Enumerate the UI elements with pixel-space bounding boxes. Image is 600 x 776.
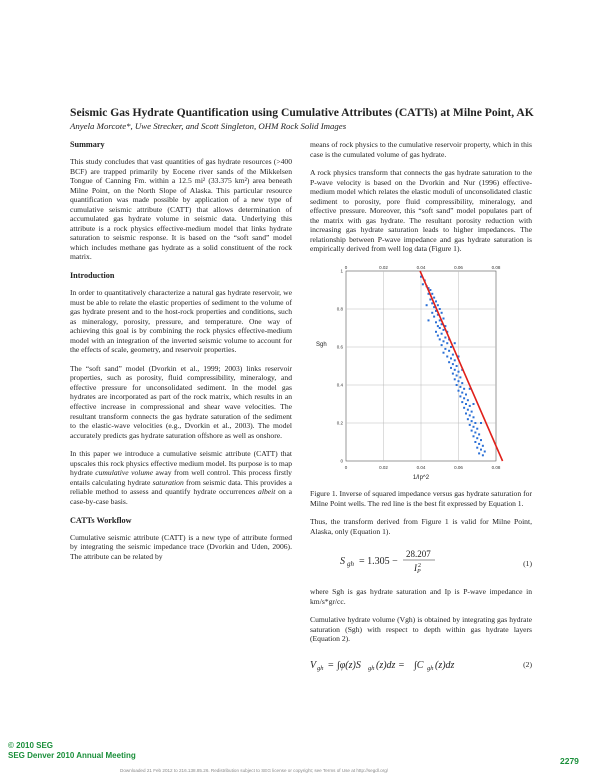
equation-1 <box>310 545 532 577</box>
scatter-point <box>444 348 446 350</box>
page-number: 2279 <box>560 756 579 766</box>
scatter-point <box>461 401 463 403</box>
scatter-point <box>473 403 475 405</box>
svg-text:(z)dz =: (z)dz = <box>376 659 405 671</box>
equation-1-number: (1) <box>523 559 532 569</box>
scatter-point <box>439 308 441 310</box>
scatter-point <box>456 375 458 377</box>
scatter-point <box>456 365 458 367</box>
svg-text:=: = <box>328 659 334 671</box>
scatter-point <box>471 411 473 413</box>
scatter-point <box>458 371 460 373</box>
y-tick-label: 0.2 <box>336 420 343 426</box>
scatter-point <box>480 422 482 424</box>
scatter-point <box>435 331 437 333</box>
paper-authors: Anyela Morcote*, Uwe Strecker, and Scott Singleton, OHM Rock Solid Images <box>70 121 347 131</box>
scatter-point <box>441 333 443 335</box>
scatter-point <box>428 319 430 321</box>
scatter-point <box>446 342 448 344</box>
scatter-point <box>452 354 454 356</box>
scatter-point <box>450 357 452 359</box>
scatter-point <box>478 433 480 435</box>
scatter-point <box>437 335 439 337</box>
y-axis-label: Sgh <box>316 342 327 349</box>
svg-text:gh: gh <box>427 664 434 672</box>
scatter-point <box>480 449 482 451</box>
col2-paragraph-1: means of rock physics to the cumulative reservoir property, which in this case is the cumulated volume of gas hydrate. <box>310 140 532 159</box>
y-tick-label: 0 <box>340 458 343 464</box>
scatter-point <box>469 405 471 407</box>
x-tick-label-top: 0.06 <box>454 265 463 271</box>
scatter-point <box>474 441 476 443</box>
scatter-point <box>435 300 437 302</box>
svg-text:S: S <box>340 556 345 568</box>
scatter-point <box>463 407 465 409</box>
svg-text:∫φ(z)S: ∫φ(z)S <box>337 659 361 671</box>
svg-text:I: I <box>414 563 417 574</box>
intro-p3-emphasis-1: cumulative volume <box>95 468 153 478</box>
scatter-point <box>443 318 445 320</box>
x-tick-label-top: 0 <box>344 265 348 271</box>
catts-heading: CATTs Workflow <box>70 515 132 525</box>
x-tick-label-top: 0.08 <box>491 265 501 271</box>
scatter-point <box>480 439 482 441</box>
svg-text:V: V <box>310 659 317 671</box>
svg-text:2: 2 <box>418 563 421 570</box>
svg-text:gh: gh <box>347 560 354 569</box>
scatter-point <box>473 426 475 428</box>
scatter-point <box>448 361 450 363</box>
right-column <box>310 140 532 685</box>
scatter-point <box>459 395 461 397</box>
footer-copyright <box>8 741 136 761</box>
introduction-paragraph-3 <box>70 449 292 506</box>
col2-paragraph-2: A rock physics transform that connects the gas hydrate saturation to the P-wave velocity is based on the Dvorkin and Nur (1996) effective-medium model which relates the elastic moduli of unconsolidated clastic sediment to porosity, pore fluid compressibility, mineralogy, and effective pressure. Moreover, this “soft sand” model populates part of the matrix with gas hydrate. The resultant porosity reduction with increasing gas hydrate saturation leads to higher impedances. The relationship between P-wave impedance and gas hydrate saturation is empirically derived from well log data (Figure 1). <box>310 168 532 254</box>
scatter-point <box>461 382 463 384</box>
scatter-point <box>476 437 478 439</box>
scatter-point <box>433 297 435 299</box>
scatter-point <box>471 430 473 432</box>
scatter-point <box>431 293 433 295</box>
scatter-point <box>431 312 433 314</box>
scatter-point <box>450 346 452 348</box>
scatter-point <box>474 422 476 424</box>
intro-p3-emphasis-2: saturation <box>152 477 184 487</box>
scatter-point <box>450 367 452 369</box>
equation-1-formula <box>310 545 500 577</box>
y-tick-label: 1 <box>340 268 343 274</box>
scatter-point <box>484 451 486 453</box>
scatter-point <box>429 299 431 301</box>
scatter-point <box>469 424 471 426</box>
col2-paragraph-3: Thus, the transform derived from Figure 1 is valid for Milne Point, Alaska, only (Equation 1). <box>310 517 532 536</box>
download-notice: Downloaded 21 Feb 2012 to 216.138.85.26. Redistribution subject to SEG license or copyright; see Terms of Use at http://segdl.org/ <box>120 768 389 773</box>
col2-paragraph-4: where Sgh is gas hydrate saturation and Ip is P-wave impedance in km/s*gr/cc. <box>310 587 532 606</box>
scatter-point <box>429 289 431 291</box>
scatter-point <box>465 394 467 396</box>
scatter-point <box>459 386 461 388</box>
svg-text:28.207: 28.207 <box>406 549 431 560</box>
scatter-point <box>473 435 475 437</box>
scatter-point <box>482 445 484 447</box>
intro-p3-part-2: away from well control. This process firstly entails calculating hydrate <box>70 468 292 487</box>
intro-p3-emphasis-3: albeit <box>258 487 276 497</box>
introduction-paragraph-2: The “soft sand” model (Dvorkin et al., 1999; 2003) links reservoir properties, such as porosity, fluid compressibility, mineralogy, and effective pressure for unconsolidated sediment. In the model gas hydrates are incorporated as part of the rock matrix, which results in an effective increase in compressional and shear wave velocities. The resultant transform connects the gas hydrate saturation of the sediment to the elastic-wave velocities (e.g., Dvorkin et al., 2003). The model accurately predicts gas hydrate saturation offshore as well as onshore. <box>70 363 292 440</box>
intro-p3-part-1: In this paper we introduce a cumulative seismic attribute (CATT) that upscales this rock physics effective medium model. Its purpose is to map hydrate <box>70 449 292 478</box>
scatter-point <box>459 376 461 378</box>
scatter-point <box>467 418 469 420</box>
scatter-point <box>448 350 450 352</box>
left-column <box>70 140 292 570</box>
scatter-point <box>454 359 456 361</box>
scatter-point <box>439 327 441 329</box>
svg-text:gh: gh <box>317 664 324 672</box>
scatter-point <box>441 344 443 346</box>
scatter-point <box>474 432 476 434</box>
introduction-paragraph-1: In order to quantitatively characterize a natural gas hydrate reservoir, we must be able to relate the elastic properties of sediment to the volume of gas hydrate present and to the host-rock properties and conditions, such as mineralogy, porosity, pressure, and temperature. One way of achieving this goal is by combining the rock physics effective-medium model with an integration of the inverted seismic volume to account for the effects of scale, geometry, and reservoir properties. <box>70 288 292 355</box>
scatter-point <box>467 399 469 401</box>
x-tick-label: 0.08 <box>491 465 501 471</box>
x-tick-label: 0 <box>344 465 348 471</box>
y-tick-label: 0.4 <box>336 382 343 388</box>
scatter-point <box>476 447 478 449</box>
scatter-point <box>437 325 439 327</box>
scatter-point <box>482 454 484 456</box>
scatter-point <box>452 373 454 375</box>
footer-line-1: © 2010 SEG <box>8 741 54 750</box>
figure-1-caption: Figure 1. Inverse of squared impedance versus gas hydrate saturation for Milne Point wells. The red line is the best fit expressed by Equation 1. <box>310 489 532 508</box>
scatter-point <box>463 388 465 390</box>
scatter-point <box>465 413 467 415</box>
scatter-point <box>473 416 475 418</box>
scatter-point <box>452 363 454 365</box>
summary-heading: Summary <box>70 140 105 149</box>
col2-paragraph-5: Cumulative hydrate volume (Vgh) is obtained by integrating gas hydrate saturation (Sgh) with respect to depth within gas hydrate layers (Equation 2). <box>310 615 532 644</box>
scatter-point <box>456 384 458 386</box>
scatter-point <box>441 312 443 314</box>
scatter-point <box>439 338 441 340</box>
footer-line-2: SEG Denver 2010 Annual Meeting <box>8 751 136 760</box>
scatter-point <box>444 337 446 339</box>
svg-text:(z)dz: (z)dz <box>435 659 455 671</box>
scatter-point <box>433 316 435 318</box>
figure-1 <box>310 263 532 485</box>
intro-p3-part-3: from seismic data. This provides a reliable method to assess and quantify hydrate occurrences <box>70 477 292 497</box>
scatter-point <box>443 352 445 354</box>
svg-text:P: P <box>417 569 421 576</box>
svg-text:gh: gh <box>368 664 375 672</box>
scatter-point <box>454 378 456 380</box>
paper-title: Seismic Gas Hydrate Quantification using Cumulative Attributes (CATTs) at Milne Point, AK <box>70 106 534 119</box>
scatter-point <box>435 321 437 323</box>
scatter-point <box>458 380 460 382</box>
equation-2-formula <box>310 653 510 675</box>
scatter-point <box>461 392 463 394</box>
summary-text: This study concludes that vast quantities of gas hydrate resources (>400 BCF) are trapped primarily by Eocene river sands of the Mikkelsen Tongue of Canning Fm. within a 12.5 mi² (33.375 km²) area beneath Milne Point, on the North Slope of Alaska. This particular resource quantification was made possible by application of a new type of cumulative seismic attribute (CATT) that allows determination of accumulated gas hydrate volume in seismic data. Underlying this attribute is a rock physics effective-medium model that links hydrate saturation to seismic response. It is based on the “soft sand” model which includes methane gas hydrate as a solid constituent of the rock matrix. <box>70 157 292 262</box>
scatter-point <box>476 428 478 430</box>
x-tick-label: 0.04 <box>416 465 426 471</box>
svg-text:= 1.305 −: = 1.305 − <box>359 556 398 568</box>
equation-2-number: (2) <box>523 659 532 669</box>
equation-2 <box>310 653 532 675</box>
y-tick-label: 0.8 <box>336 306 343 312</box>
x-axis-label: 1/Ip^2 <box>412 475 430 482</box>
x-tick-label-top: 0.04 <box>416 265 426 271</box>
scatter-point <box>463 397 465 399</box>
scatter-point <box>422 283 424 285</box>
scatter-point <box>478 452 480 454</box>
x-tick-label: 0.02 <box>379 465 388 471</box>
scatter-point <box>454 369 456 371</box>
scatter-point <box>454 342 456 344</box>
introduction-heading: Introduction <box>70 271 115 281</box>
scatter-point <box>443 329 445 331</box>
scatter-point <box>467 409 469 411</box>
scatter-point <box>478 443 480 445</box>
scatter-point <box>443 340 445 342</box>
scatter-point <box>469 414 471 416</box>
scatter-point <box>446 356 448 358</box>
intro-p3-part-4: on a case-by-case basis. <box>70 487 292 506</box>
figure-1-chart <box>310 263 532 485</box>
y-tick-label: 0.6 <box>336 344 343 350</box>
x-tick-label-top: 0.02 <box>379 265 388 271</box>
scatter-point <box>437 304 439 306</box>
scatter-point <box>458 390 460 392</box>
scatter-point <box>426 304 428 306</box>
svg-text:∫C: ∫C <box>414 659 424 671</box>
x-tick-label: 0.06 <box>454 465 463 471</box>
scatter-point <box>471 420 473 422</box>
catts-paragraph-1: Cumulative seismic attribute (CATT) is a new type of attribute formed by integrating the seismic impedance trace (Dvorkin and Uden, 2006). The attribute can be related by <box>70 532 292 561</box>
scatter-point <box>465 403 467 405</box>
